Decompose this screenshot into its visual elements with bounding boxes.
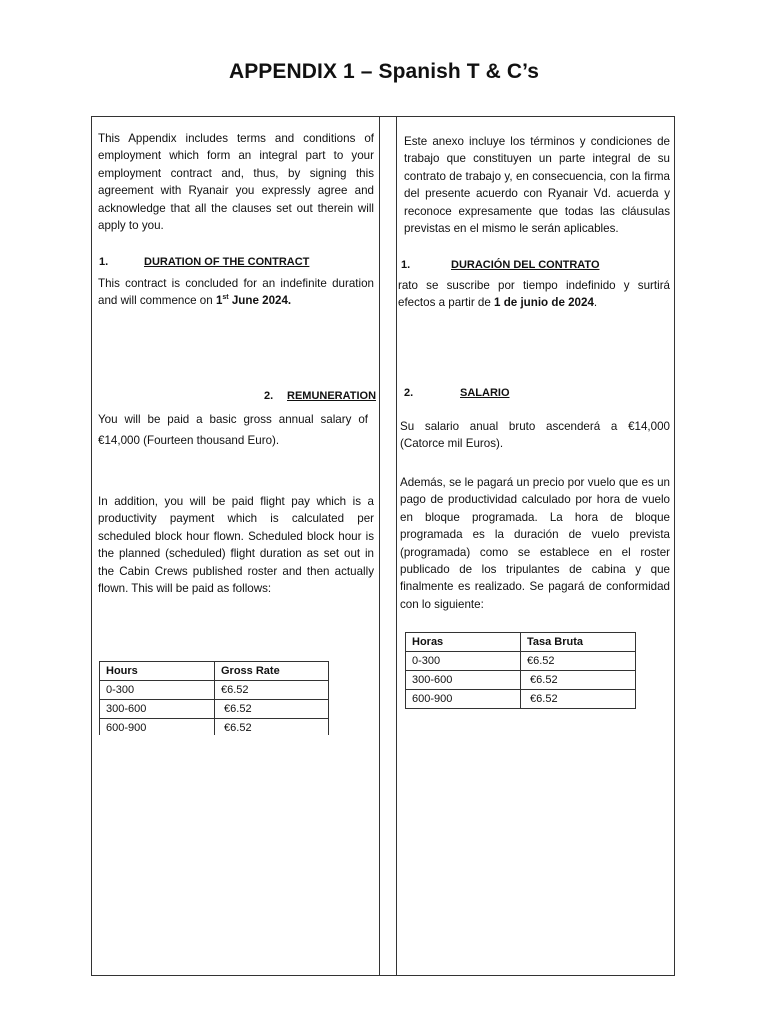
- spanish-duration-heading: [401, 259, 600, 271]
- start-day: 1: [215, 294, 223, 308]
- english-rate-table: [99, 661, 329, 735]
- english-duration-text: [98, 275, 374, 310]
- table-cell: €6.52: [521, 671, 636, 690]
- table-row: [406, 690, 636, 709]
- english-intro: This Appendix includes terms and conditions of employment which form an integral part to your employment contract and, thus, by signing this agreement with Ryanair you expressly agree and acknowledge that all the clauses set out therein will apply to you.: [98, 132, 374, 233]
- table-cell: €6.52: [215, 681, 329, 700]
- duration-text: This contract is concluded for an indefinite duration and will commence on: [98, 277, 374, 308]
- table-cell: €6.52: [215, 719, 329, 736]
- table-cell: 0-300: [406, 652, 521, 671]
- section-title: REMUNERATION: [287, 390, 377, 402]
- duration-text: rato se suscribe por tiempo indefinido y surtirá efectos a partir de: [398, 279, 670, 310]
- table-header-row: [406, 633, 636, 652]
- column-divider-right: [396, 116, 397, 976]
- duration-text-end: .: [593, 296, 598, 310]
- table-row: [100, 681, 329, 700]
- table-row: [100, 719, 329, 736]
- spanish-flight-pay-text: Además, se le pagará un precio por vuelo que es un pago de productividad calculado por hora de vuelo en bloque programada. La hora de bloque programada es la duración de vuelo prevista (programada) como se establece en el roster publicado de los tripulantes de cabina y que finalmente es realizado. Se pagará de conformidad con lo siguiente:: [400, 476, 670, 611]
- column-divider-left: [379, 116, 380, 976]
- table-cell: 600-900: [100, 719, 215, 736]
- column-header: Gross Rate: [215, 662, 329, 681]
- start-date: 1 de junio de 2024: [494, 296, 594, 310]
- column-header: Hours: [100, 662, 215, 681]
- table-cell: €6.52: [521, 652, 636, 671]
- table-row: [100, 700, 329, 719]
- section-title: DURATION OF THE CONTRACT: [144, 256, 310, 268]
- table-cell: €6.52: [215, 700, 329, 719]
- table-cell: 300-600: [100, 700, 215, 719]
- spanish-intro: Este anexo incluye los términos y condiciones de trabajo que constituyen un parte integral de su contrato de trabajo y, en consecuencia, con la firma del presente acuerdo con Ryanair Vd. acuerda y reconoce expresamente que todas las cláusulas previstas en el mismo le serán aplicables.: [404, 135, 670, 236]
- table-cell: 300-600: [406, 671, 521, 690]
- table-header-row: [100, 662, 329, 681]
- section-number: 2.: [404, 387, 414, 399]
- english-salary-text: You will be paid a basic gross annual salary of €14,000 (Fourteen thousand Euro).: [98, 413, 368, 447]
- start-month-year: June 2024.: [228, 294, 292, 308]
- english-duration-heading: [99, 256, 309, 268]
- section-title: DURACIÓN DEL CONTRATO: [451, 259, 600, 271]
- spanish-salary-text: Su salario anual bruto ascenderá a €14,000 (Catorce mil Euros).: [400, 420, 670, 451]
- spanish-rate-table: [405, 632, 636, 709]
- english-flight-pay-text: In addition, you will be paid flight pay which is a productivity payment which is calculated per scheduled block hour flown. Scheduled block hour is the planned (scheduled) flight duration as set out in the Cabin Crews published roster and then actually flown. This will be paid as follows:: [98, 495, 374, 596]
- table-cell: €6.52: [521, 690, 636, 709]
- table-cell: 0-300: [100, 681, 215, 700]
- english-rate-table-clip: [99, 661, 331, 735]
- section-number: 2.: [264, 390, 274, 402]
- column-header: Horas: [406, 633, 521, 652]
- section-title: SALARIO: [460, 387, 510, 399]
- table-row: [406, 652, 636, 671]
- english-remuneration-heading: [264, 390, 376, 402]
- section-number: 1.: [99, 256, 109, 268]
- section-number: 1.: [401, 259, 411, 271]
- table-cell: 600-900: [406, 690, 521, 709]
- day-suffix: st: [222, 294, 229, 302]
- table-row: [406, 671, 636, 690]
- page-title: APPENDIX 1 – Spanish T & C’s: [228, 60, 540, 83]
- spanish-remuneration-heading: [404, 387, 510, 399]
- spanish-duration-text: [398, 277, 670, 312]
- column-header: Tasa Bruta: [521, 633, 636, 652]
